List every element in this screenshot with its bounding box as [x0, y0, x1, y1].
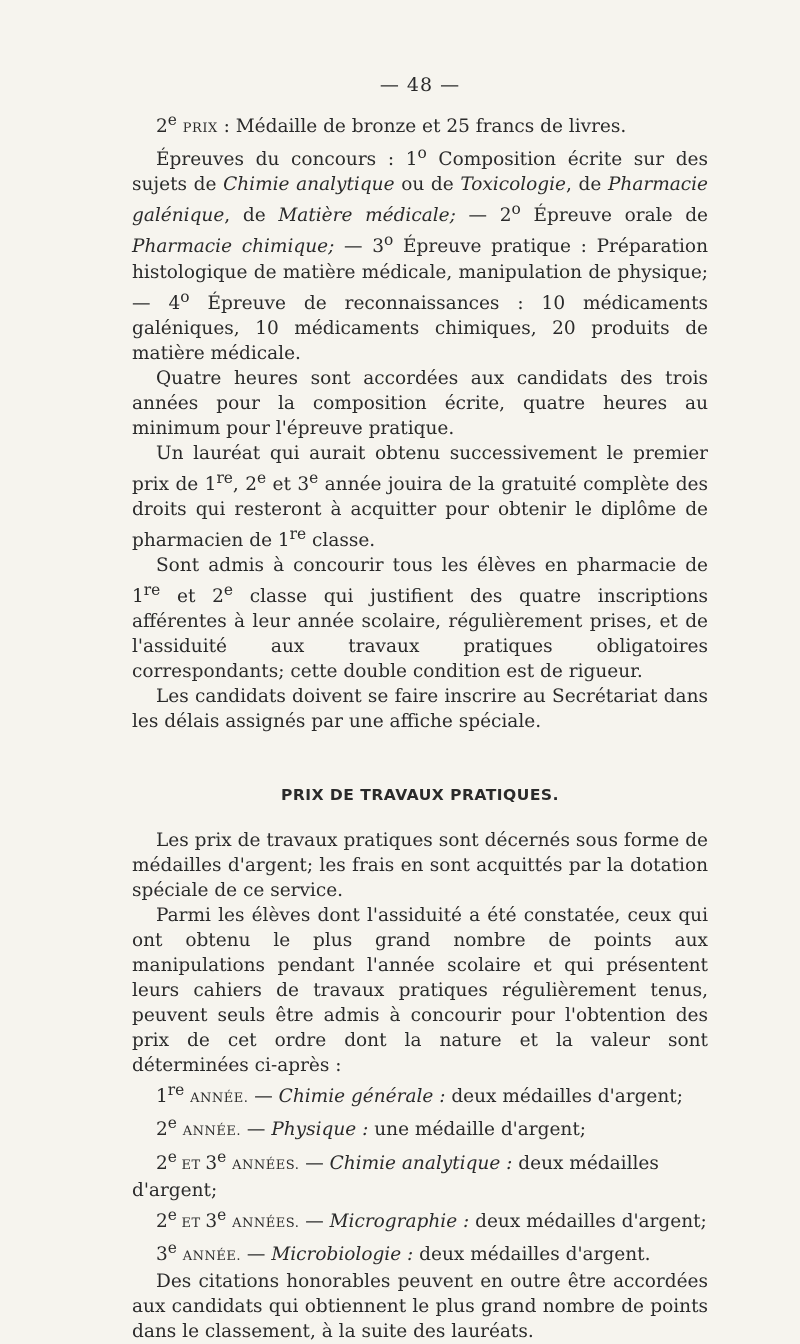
paragraph-second-prize: 2e PRIX : Médaille de bronze et 25 francs de livres.: [156, 111, 627, 138]
page-number: — 48 —: [379, 74, 461, 96]
prize-line-4: 2e ET 3e ANNÉES. — Micrographie : deux médailles d'argent;: [156, 1205, 707, 1232]
section-title: PRIX DE TRAVAUX PRATIQUES.: [281, 786, 559, 805]
paragraph-duration: Quatre heures sont accordées aux candidats des trois années pour la composition écrite, quatre heures au minimum pour l'épreuve pratique.: [132, 367, 708, 439]
text-column: [132, 74, 708, 1344]
prize-line-2: 2e ANNÉE. — Physique : une médaille d'argent;: [156, 1114, 587, 1141]
paragraph-practical-prizes: Les prix de travaux pratiques sont décernés sous forme de médailles d'argent; les frais en sont acquittés par la dotation spéciale de ce service.: [132, 830, 708, 902]
paragraph-honorable-mentions: Des citations honorables peuvent en outre être accordées aux candidats qui obtiennent le plus grand nombre de points dans le classement, à la suite des lauréats.: [132, 1271, 708, 1343]
prize-line-1: 1re ANNÉE. — Chimie générale : deux médailles d'argent;: [156, 1081, 683, 1108]
paragraph-admission: Sont admis à concourir tous les élèves en pharmacie de 1re et 2e classe qui justifient des quatre inscriptions afférentes à leur année scolaire, régulièrement prises, et de l'assiduité aux travaux pratiques obligatoires correspondants; cette double condition est de rigueur.: [132, 555, 708, 683]
paragraph-laureate: Un lauréat qui aurait obtenu successivement le premier prix de 1re, 2e et 3e année jouira de la gratuité complète des droits qui resteront à acquitter pour obtenir le diplôme de pharmacien de 1re classe.: [132, 442, 708, 552]
paragraph-exams: Épreuves du concours : 1$^o$ Composition écrite sur des sujets de Chimie analytique ou de Toxicologie, de Pharmacie galénique, de Matière médicale; — 2$^o$ Épreuve orale de Pharmacie chimique; — 3$^o$ Épreuve pratique : Préparation histologique de matière médicale, manipulation de physique; — 4$^o$ Épreuve de reconnaissances : 10 médicaments galéniques, 10 médicaments chimiques, 20 produits de matière médicale.: [132, 144, 709, 364]
paragraph-eligibility: Parmi les élèves dont l'assiduité a été constatée, ceux qui ont obtenu le plus grand nombre de points aux manipulations pendant l'année scolaire et qui présentent leurs cahiers de travaux pratiques régulièrement tenus, peuvent seuls être admis à concourir pour l'obtention des prix de cet ordre dont la nature et la valeur sont déterminées ci-après :: [132, 905, 708, 1077]
paragraph-registration: Les candidats doivent se faire inscrire au Secrétariat dans les délais assignés par une affiche spéciale.: [132, 686, 708, 733]
prize-line-3: 2e ET 3e ANNÉES. — Chimie analytique : deux médailles d'argent;: [132, 1147, 659, 1201]
prize-line-5: 3e ANNÉE. — Microbiologie : deux médailles d'argent.: [156, 1238, 651, 1266]
